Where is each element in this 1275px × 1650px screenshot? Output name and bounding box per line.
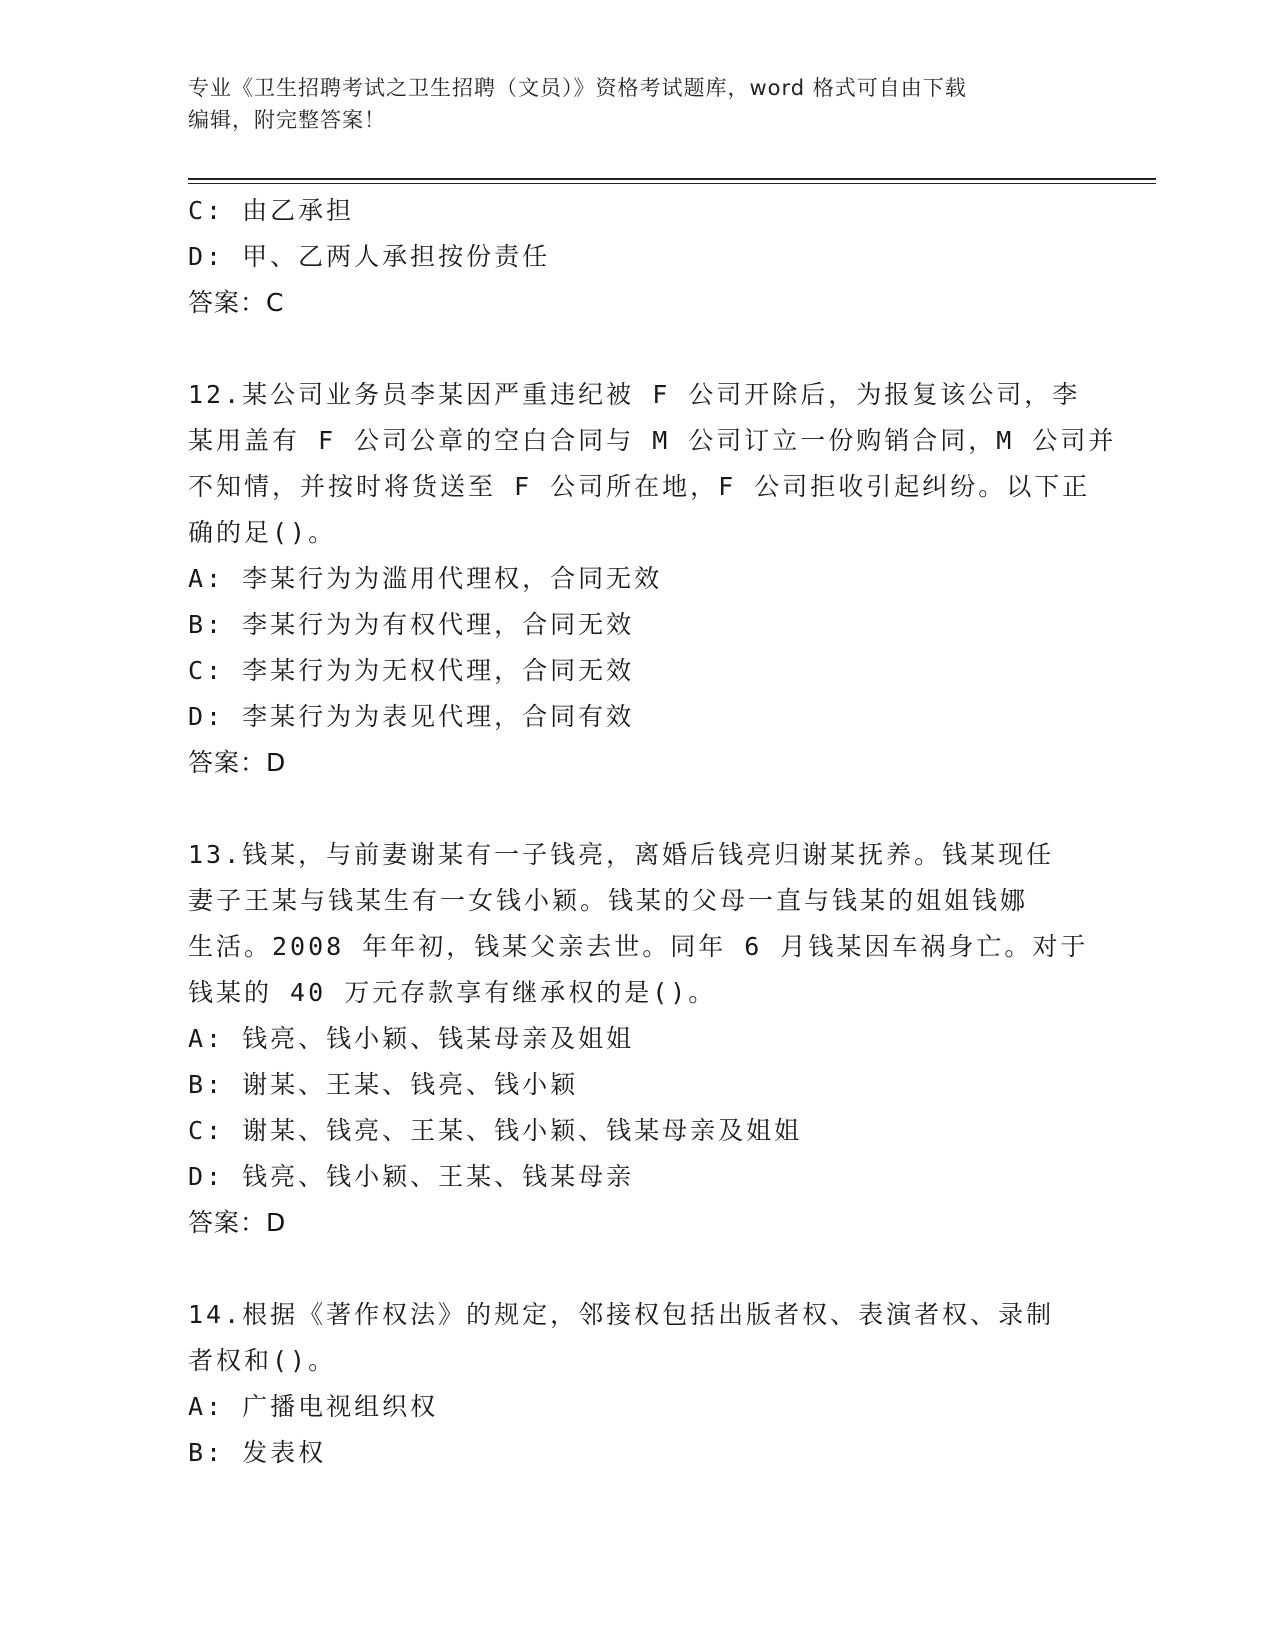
option-a: A: 李某行为为滥用代理权，合同无效 (188, 564, 663, 593)
header-line-1: 专业《卫生招聘考试之卫生招聘（文员）》资格考试题库，word 格式可自由下载 (188, 76, 967, 100)
question-14 (188, 1292, 1088, 1476)
header-rule-thin (188, 183, 1156, 184)
option-b: B: 谢某、王某、钱亮、钱小颖 (188, 1070, 579, 1099)
option-c: C: 谢某、钱亮、王某、钱小颖、钱某母亲及姐姐 (188, 1116, 803, 1145)
question-11-tail (188, 188, 1088, 326)
answer: 答案：C (188, 288, 285, 317)
question-stem-line: 某用盖有 F 公司公章的空白合同与 M 公司订立一份购销合同，M 公司并 (188, 426, 1117, 455)
question-12 (188, 372, 1117, 786)
question-stem-line: 13.钱某，与前妻谢某有一子钱亮，离婚后钱亮归谢某抚养。钱某现任 (188, 840, 1055, 869)
question-stem-line: 钱某的 40 万元存款享有继承权的是()。 (188, 978, 717, 1007)
option-c: C: 由乙承担 (188, 196, 355, 225)
option-d: D: 钱亮、钱小颖、王某、钱某母亲 (188, 1162, 635, 1191)
header-rule-thick (188, 178, 1156, 180)
question-13 (188, 832, 1088, 1246)
document-body (188, 188, 1117, 1476)
question-stem-line: 14.根据《著作权法》的规定，邻接权包括出版者权、表演者权、录制 (188, 1300, 1055, 1329)
question-stem-line: 12.某公司业务员李某因严重违纪被 F 公司开除后，为报复该公司，李 (188, 380, 1081, 409)
option-b: B: 李某行为为有权代理，合同无效 (188, 610, 635, 639)
question-stem-line: 妻子王某与钱某生有一女钱小颖。钱某的父母一直与钱某的姐姐钱娜 (188, 886, 1029, 915)
option-a: A: 钱亮、钱小颖、钱某母亲及姐姐 (188, 1024, 635, 1053)
question-stem-line: 确的足()。 (188, 518, 337, 547)
question-stem-line: 生活。2008 年年初，钱某父亲去世。同年 6 月钱某因车祸身亡。对于 (188, 932, 1089, 961)
option-d: D: 李某行为为表见代理，合同有效 (188, 702, 635, 731)
option-c: C: 李某行为为无权代理，合同无效 (188, 656, 635, 685)
question-stem-line: 不知情，并按时将货送至 F 公司所在地，F 公司拒收引起纠纷。以下正 (188, 472, 1091, 501)
answer: 答案：D (188, 748, 287, 777)
answer: 答案：D (188, 1208, 287, 1237)
header-line-2: 编辑，附完整答案！ (188, 108, 386, 132)
question-stem-line: 者权和()。 (188, 1346, 337, 1375)
option-b: B: 发表权 (188, 1438, 327, 1467)
document-header (188, 72, 1088, 136)
option-d: D: 甲、乙两人承担按份责任 (188, 242, 551, 271)
option-a: A: 广播电视组织权 (188, 1392, 439, 1421)
